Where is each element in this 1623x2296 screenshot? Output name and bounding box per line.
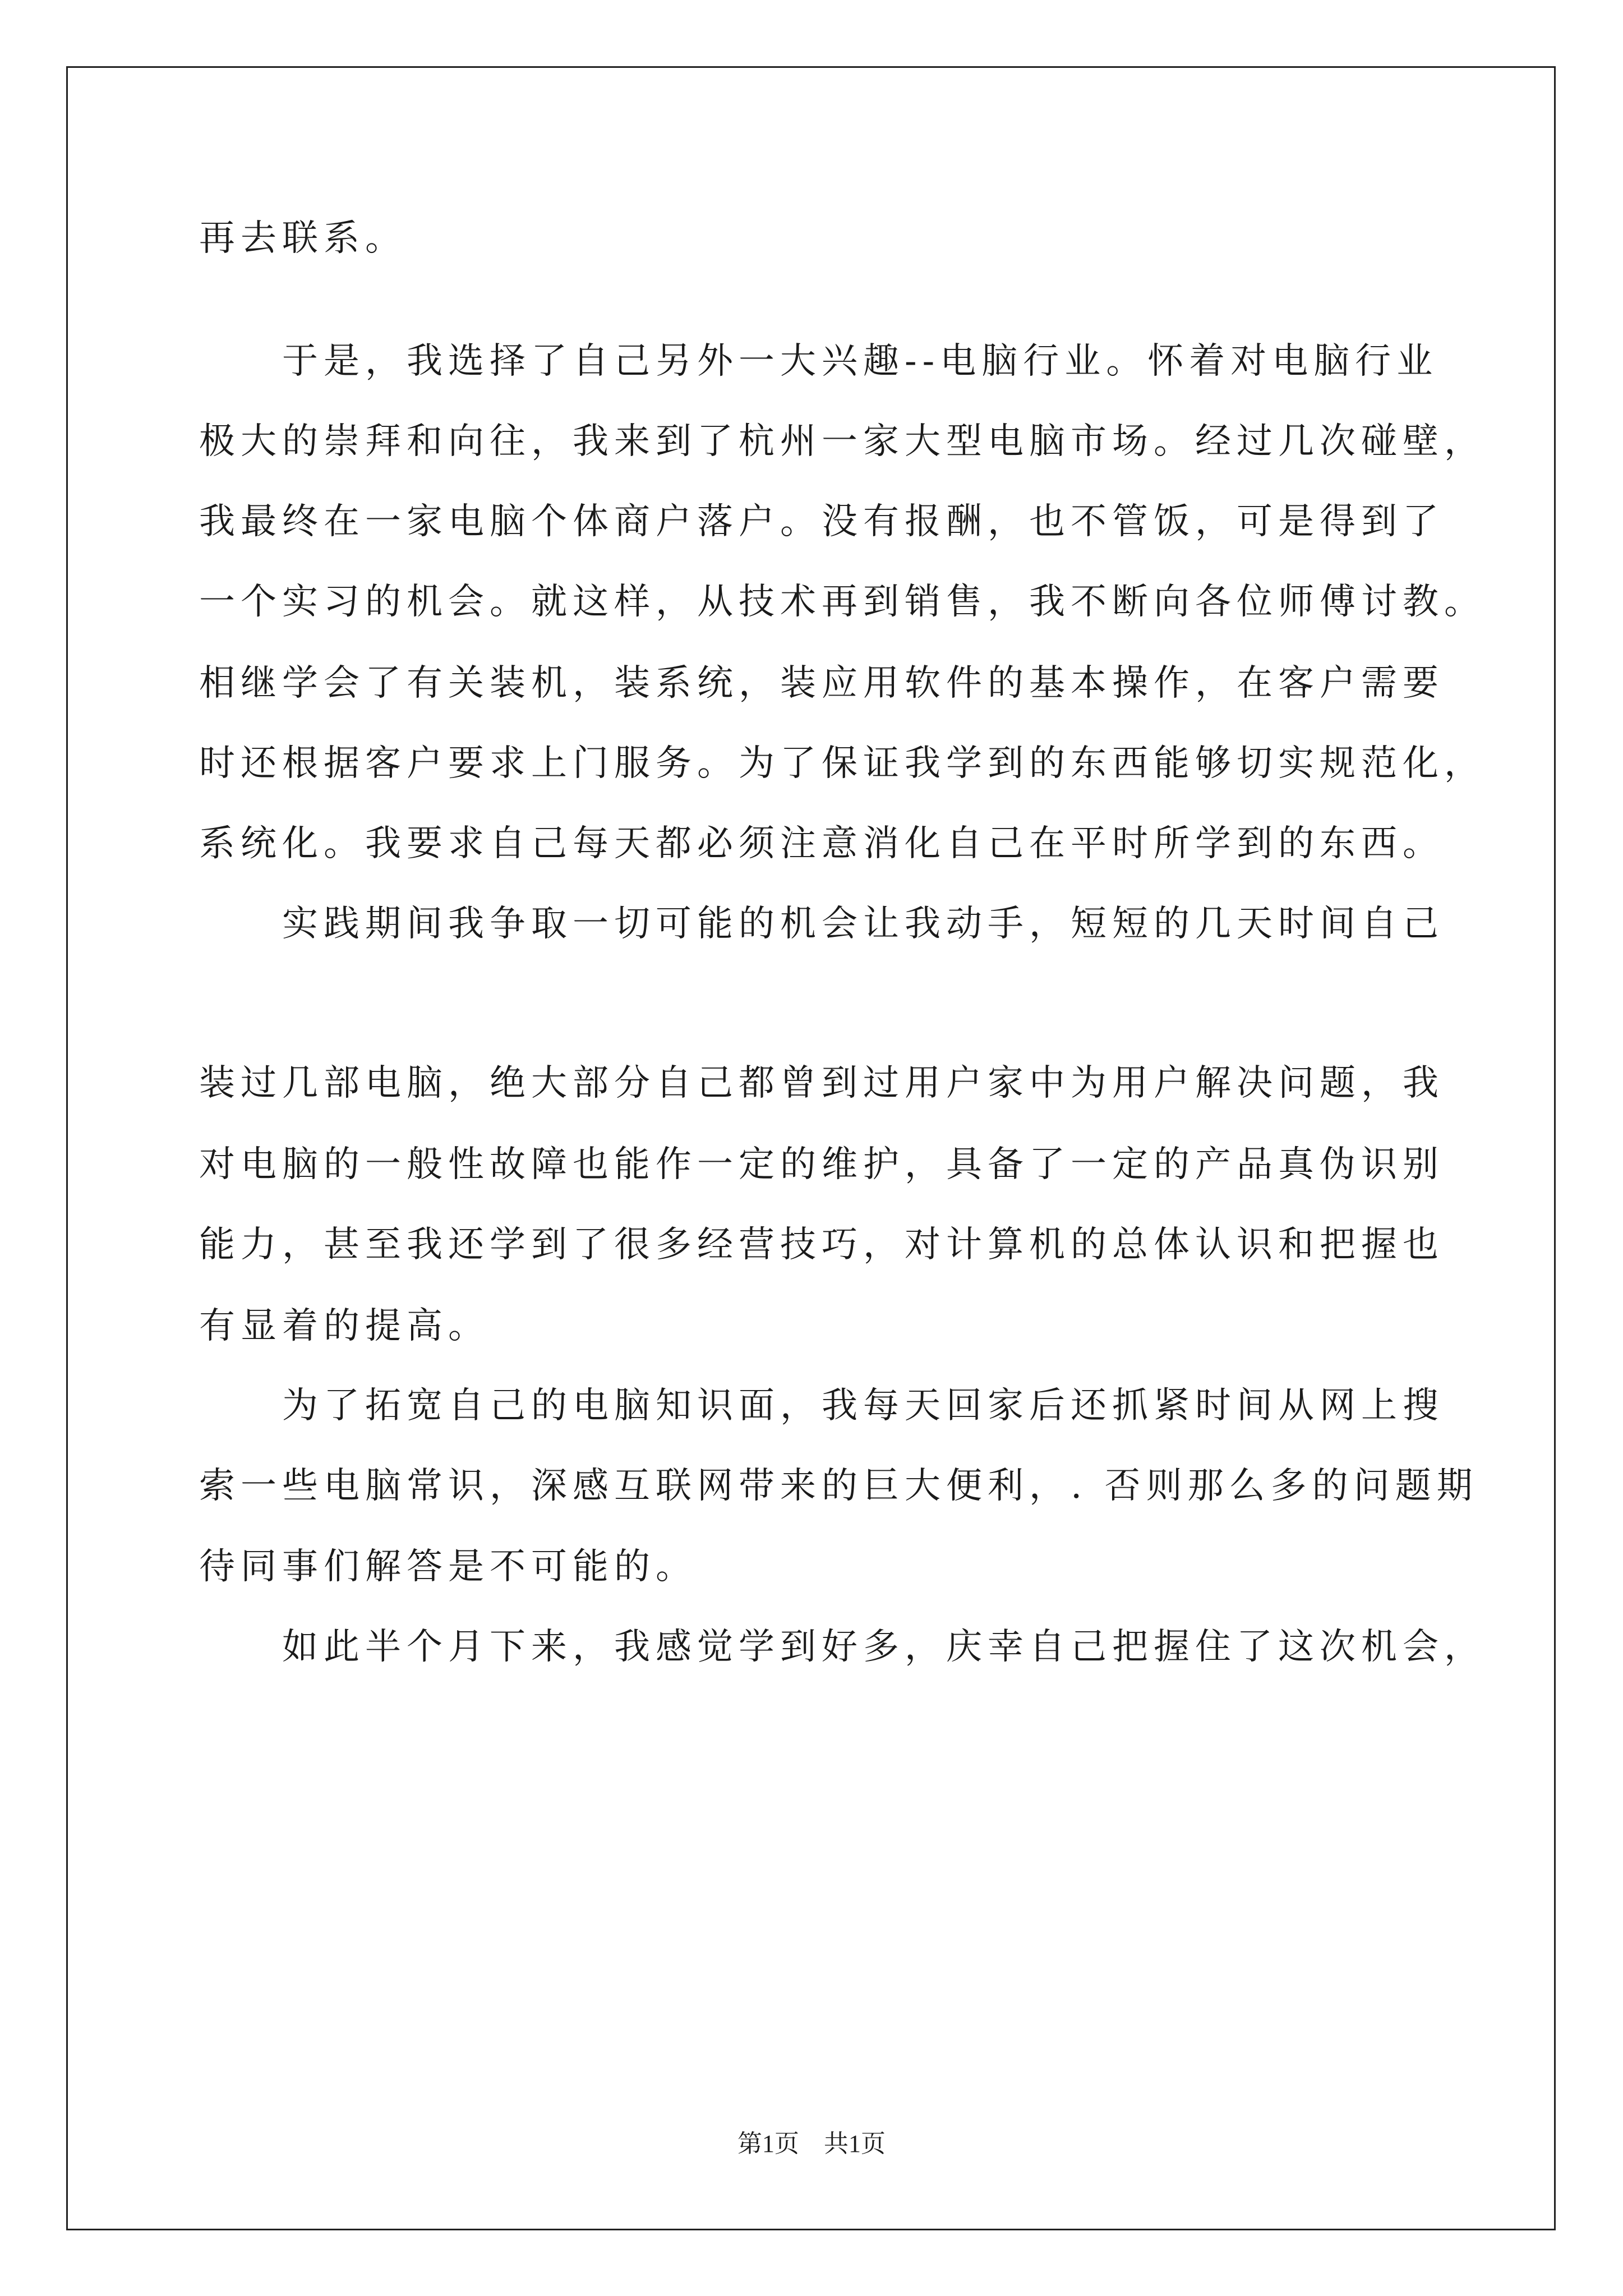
text-line: 有显着的提高。 (199, 1305, 490, 1347)
page-number-footer: 第1页 共1页 (737, 2130, 886, 2157)
text-line: 实践期间我争取一切可能的机会让我动手，短短的几天时间自己 (199, 903, 1444, 945)
text-line: 于是，我选择了自己另外一大兴趣--电脑行业。怀着对电脑行业 (199, 341, 1438, 382)
text-line: 时还根据客户要求上门服务。为了保证我学到的东西能够切实规范化， (199, 743, 1486, 784)
text-line: 为了拓宽自己的电脑知识面，我每天回家后还抓紧时间从网上搜 (199, 1385, 1444, 1427)
text-line: 如此半个月下来，我感觉学到好多，庆幸自己把握住了这次机会， (199, 1626, 1486, 1668)
text-line: 待同事们解答是不可能的。 (199, 1546, 697, 1588)
text-line: 极大的崇拜和向往，我来到了杭州一家大型电脑市场。经过几次碰壁， (199, 421, 1486, 462)
text-line: 装过几部电脑，绝大部分自己都曾到过用户家中为用户解决问题，我 (199, 1062, 1444, 1104)
text-line: 索一些电脑常识，深感互联网带来的巨大便利，. 否则那么多的问题期 (199, 1465, 1478, 1507)
text-line: 对电脑的一般性故障也能作一定的维护，具备了一定的产品真伪识别 (199, 1144, 1444, 1185)
text-line: 能力，甚至我还学到了很多经营技巧，对计算机的总体认识和把握也 (199, 1224, 1444, 1266)
text-line: 相继学会了有关装机，装系统，装应用软件的基本操作，在客户需要 (199, 662, 1444, 704)
text-line: 我最终在一家电脑个体商户落户。没有报酬，也不管饭，可是得到了 (199, 501, 1444, 542)
text-line: 再去联系。 (199, 218, 407, 259)
text-line: 一个实习的机会。就这样，从技术再到销售，我不断向各位师傅讨教。 (199, 581, 1486, 623)
text-line: 系统化。我要求自己每天都必须注意消化自己在平时所学到的东西。 (199, 823, 1444, 864)
